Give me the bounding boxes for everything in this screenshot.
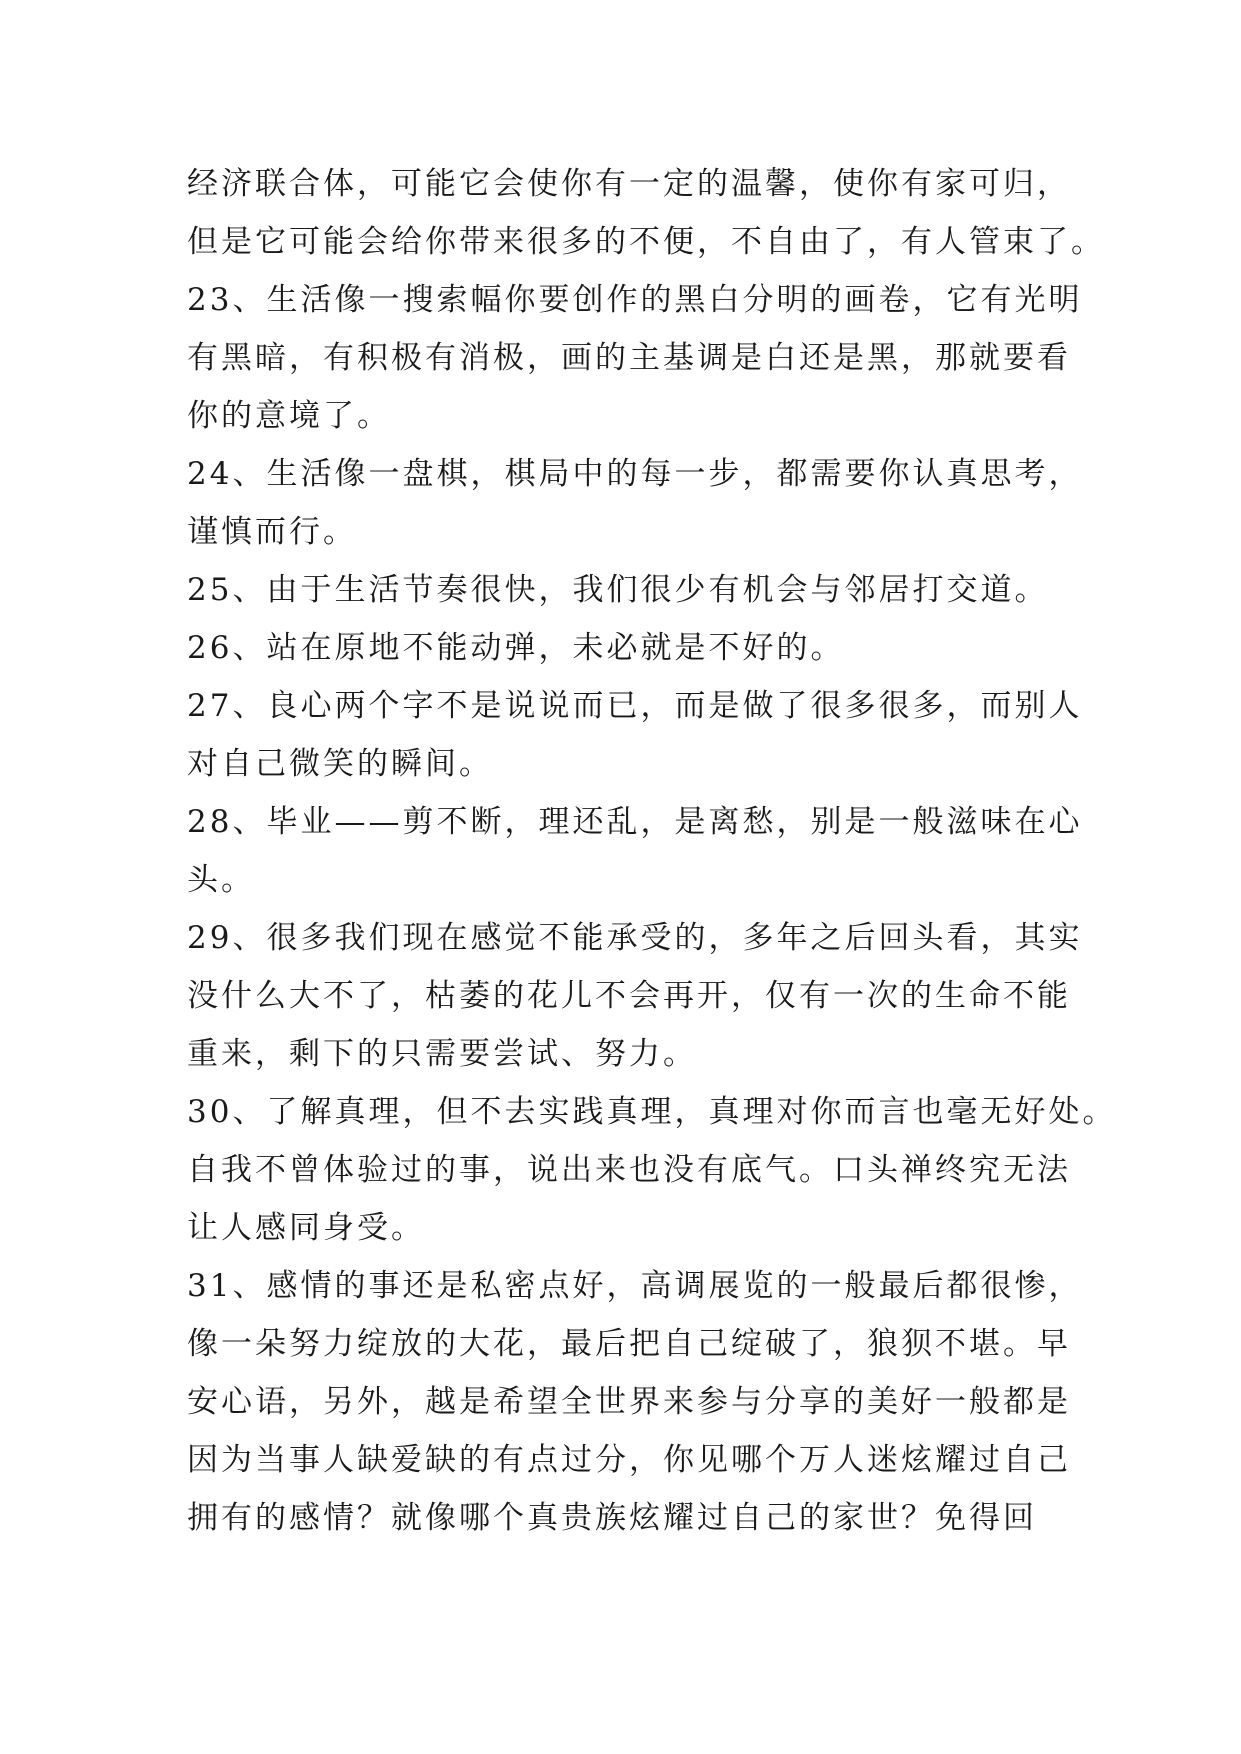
text-line: 24、生活像一盘棋，棋局中的每一步，都需要你认真思考，	[187, 456, 1083, 492]
text-line: 29、很多我们现在感觉不能承受的，多年之后回头看，其实	[187, 920, 1083, 956]
text-line: 但是它可能会给你带来很多的不便，不自由了，有人管束了。	[187, 224, 1105, 260]
text-line: 重来，剩下的只需要尝试、努力。	[187, 1036, 697, 1072]
text-line: 头。	[187, 862, 255, 898]
text-line: 有黑暗，有积极有消极，画的主基调是白还是黑，那就要看	[187, 340, 1071, 376]
text-line: 对自己微笑的瞬间。	[187, 746, 493, 782]
text-line: 26、站在原地不能动弹，未必就是不好的。	[187, 630, 845, 666]
text-line: 没什么大不了，枯萎的花儿不会再开，仅有一次的生命不能	[187, 978, 1071, 1014]
text-line: 27、良心两个字不是说说而已，而是做了很多很多，而别人	[187, 688, 1083, 724]
text-line: 23、生活像一搜索幅你要创作的黑白分明的画卷，它有光明	[187, 282, 1083, 318]
text-line: 因为当事人缺爱缺的有点过分，你见哪个万人迷炫耀过自己	[187, 1442, 1071, 1478]
text-line: 自我不曾体验过的事，说出来也没有底气。口头禅终究无法	[187, 1152, 1071, 1188]
document-body-text	[187, 155, 1117, 1547]
text-line: 安心语，另外，越是希望全世界来参与分享的美好一般都是	[187, 1384, 1071, 1420]
text-line: 经济联合体，可能它会使你有一定的温馨，使你有家可归，	[187, 166, 1071, 202]
text-line: 30、了解真理，但不去实践真理，真理对你而言也毫无好处。	[187, 1094, 1117, 1130]
text-line: 像一朵努力绽放的大花，最后把自己绽破了，狼狈不堪。早	[187, 1326, 1071, 1362]
text-line: 31、感情的事还是私密点好，高调展览的一般最后都很惨，	[187, 1268, 1083, 1304]
text-line: 28、毕业——剪不断，理还乱，是离愁，别是一般滋味在心	[187, 804, 1083, 840]
text-line: 25、由于生活节奏很快，我们很少有机会与邻居打交道。	[187, 572, 1049, 608]
text-line: 你的意境了。	[187, 398, 391, 434]
text-line: 谨慎而行。	[187, 514, 357, 550]
text-line: 让人感同身受。	[187, 1210, 425, 1246]
text-line: 拥有的感情？就像哪个真贵族炫耀过自己的家世？免得回	[187, 1500, 1037, 1536]
